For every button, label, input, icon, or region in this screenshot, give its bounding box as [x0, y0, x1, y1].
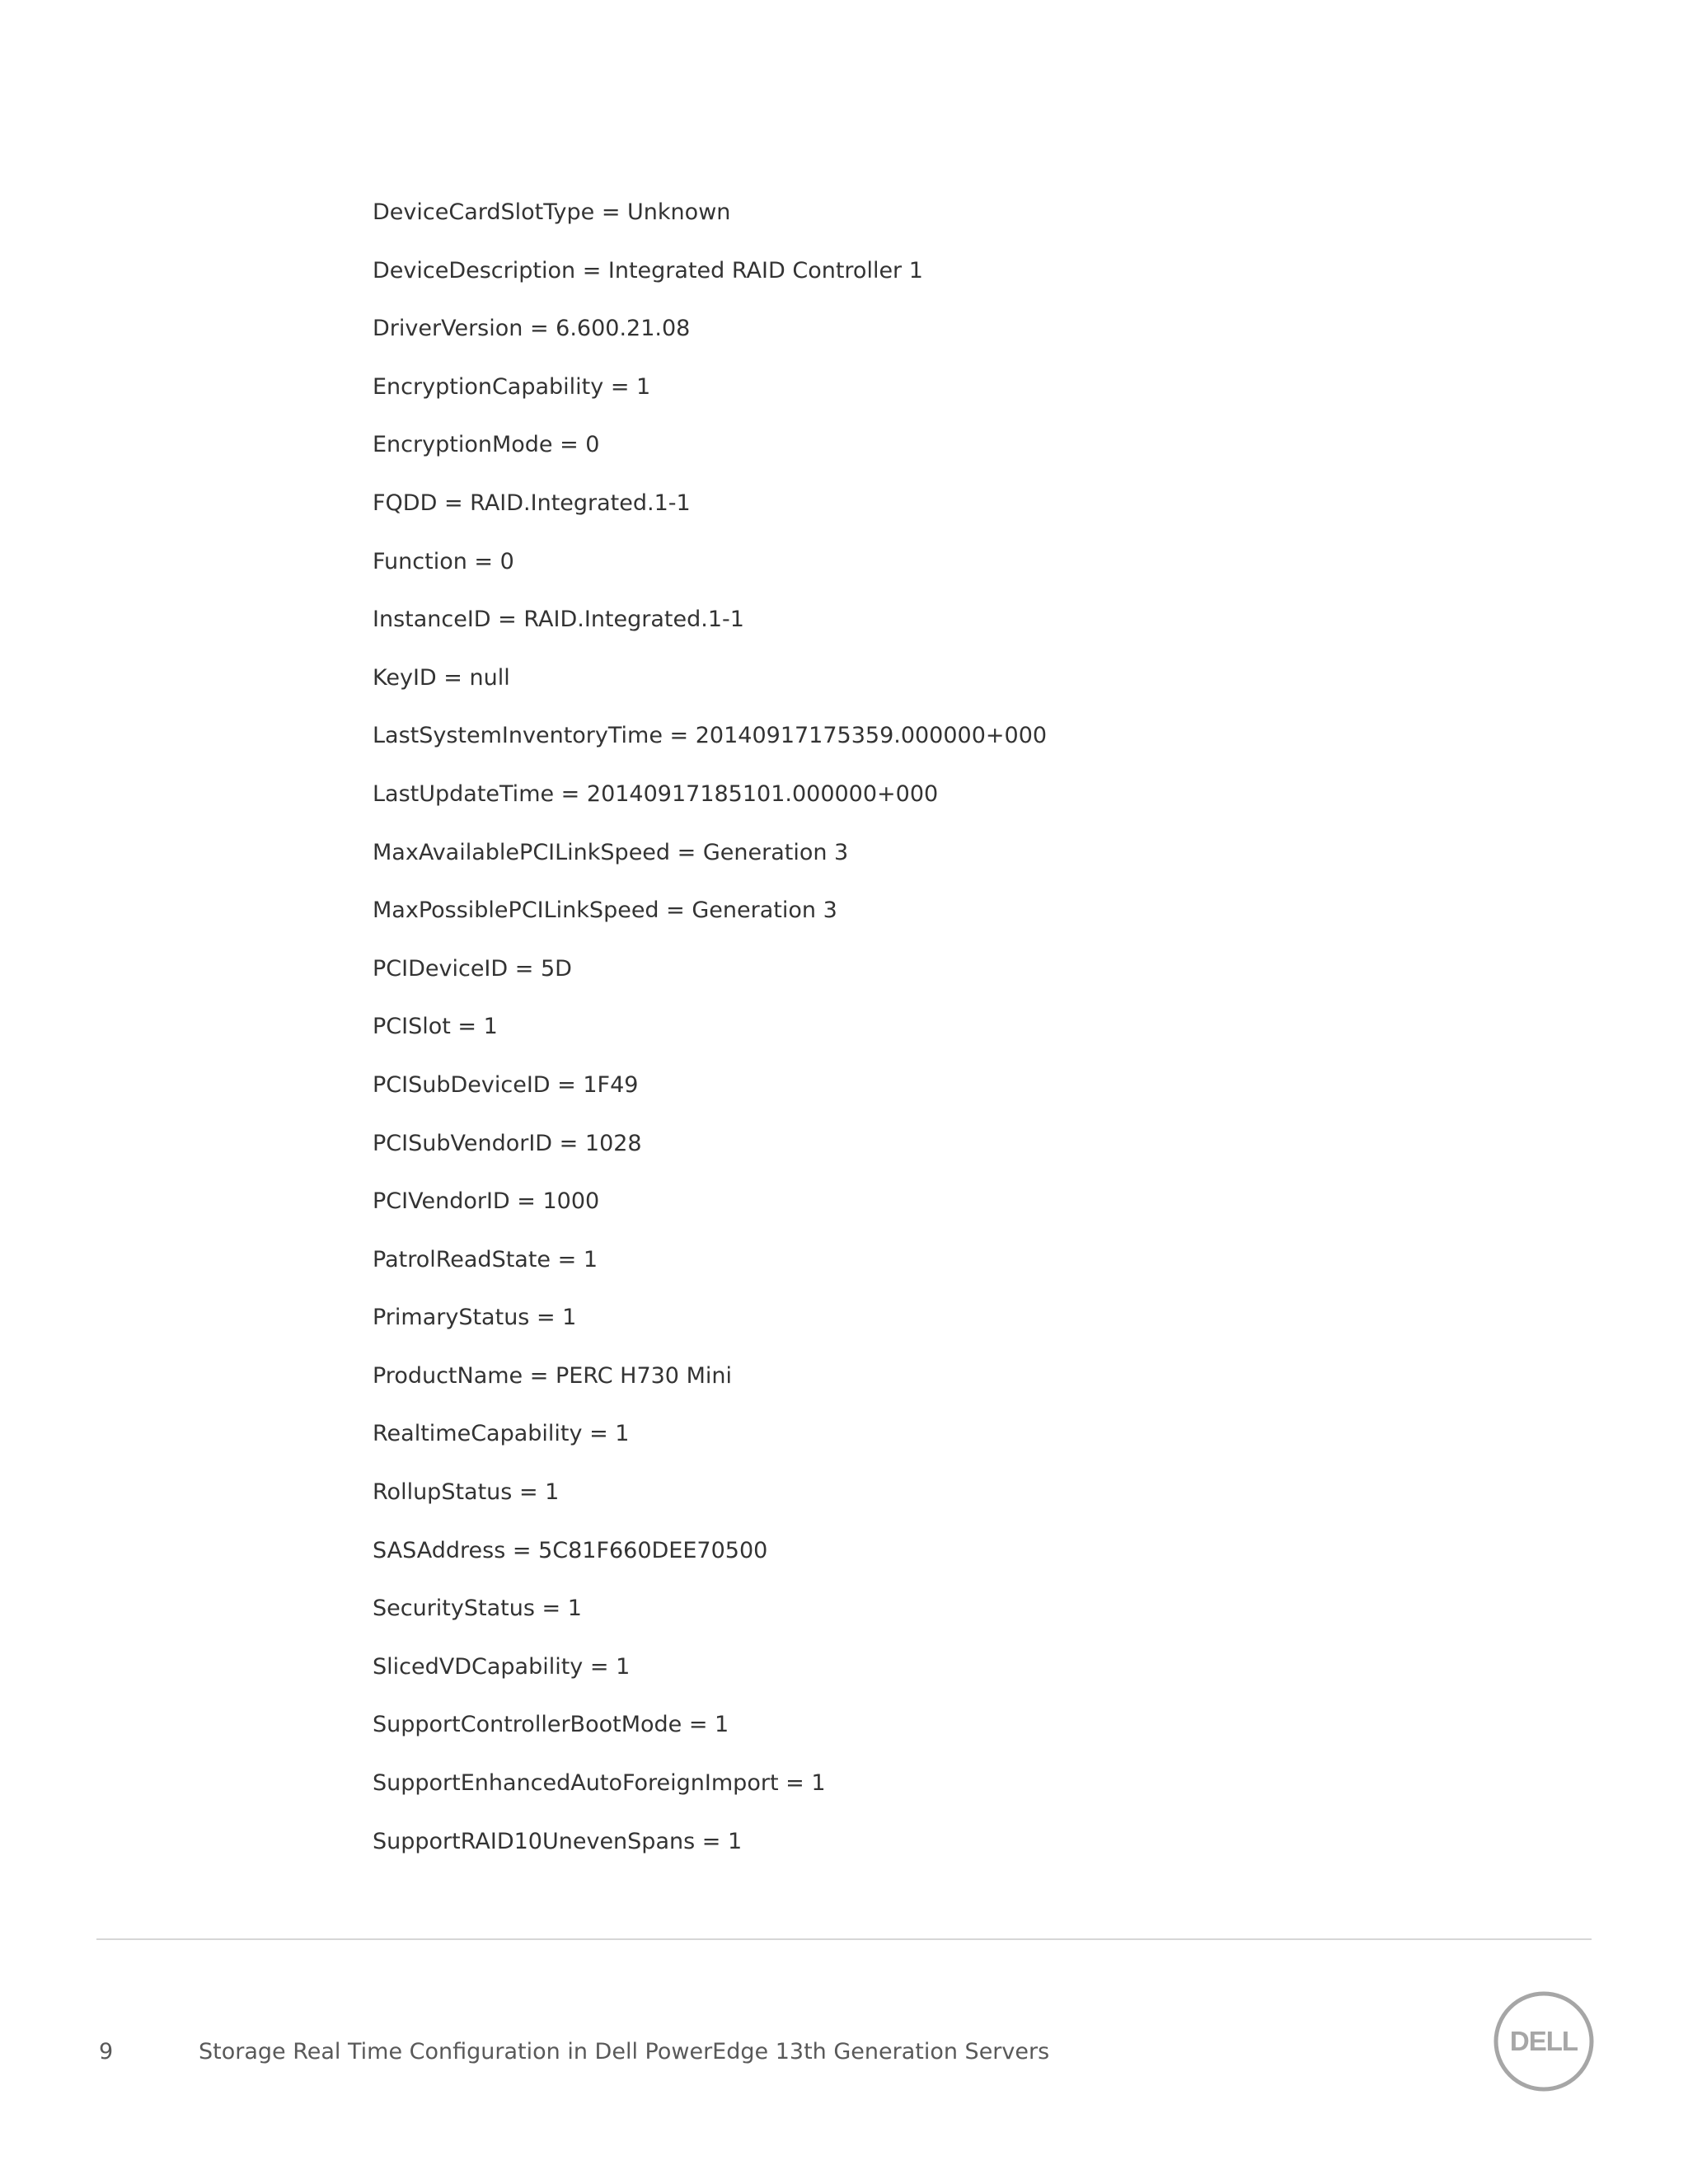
property-support-enhanced-auto-foreign-import: SupportEnhancedAutoForeignImport = 1 [373, 1770, 826, 1797]
footer-divider [96, 1938, 1592, 1940]
property-support-controller-boot-mode: SupportControllerBootMode = 1 [373, 1712, 729, 1738]
property-instance-id: InstanceID = RAID.Integrated.1-1 [373, 607, 744, 633]
property-security-status: SecurityStatus = 1 [373, 1596, 582, 1622]
property-pci-sub-device-id: PCISubDeviceID = 1F49 [373, 1071, 639, 1098]
property-device-card-slot-type: DeviceCardSlotType = Unknown [373, 199, 731, 225]
property-function: Function = 0 [373, 548, 514, 574]
property-pci-device-id: PCIDeviceID = 5D [373, 955, 572, 982]
property-encryption-mode: EncryptionMode = 0 [373, 432, 600, 458]
property-pci-slot: PCISlot = 1 [373, 1014, 498, 1040]
property-device-description: DeviceDescription = Integrated RAID Controller 1 [373, 257, 923, 284]
property-max-possible-pci-link-speed: MaxPossiblePCILinkSpeed = Generation 3 [373, 898, 837, 924]
property-realtime-capability: RealtimeCapability = 1 [373, 1421, 630, 1447]
page-number: 9 [99, 2039, 114, 2064]
property-primary-status: PrimaryStatus = 1 [373, 1305, 577, 1331]
property-list [373, 196, 1526, 1883]
property-pci-vendor-id: PCIVendorID = 1000 [373, 1188, 600, 1215]
property-max-available-pci-link-speed: MaxAvailablePCILinkSpeed = Generation 3 [373, 839, 849, 865]
property-patrol-read-state: PatrolReadState = 1 [373, 1246, 598, 1272]
dell-logo-icon [1493, 1990, 1595, 2093]
property-product-name: ProductName = PERC H730 Mini [373, 1362, 732, 1389]
property-key-id: KeyID = null [373, 664, 510, 691]
property-pci-sub-vendor-id: PCISubVendorID = 1028 [373, 1130, 642, 1156]
property-rollup-status: RollupStatus = 1 [373, 1479, 560, 1506]
property-support-raid10-uneven-spans: SupportRAID10UnevenSpans = 1 [373, 1828, 743, 1854]
property-last-update-time: LastUpdateTime = 20140917185101.000000+000 [373, 780, 939, 807]
property-fqdd: FQDD = RAID.Integrated.1-1 [373, 490, 691, 516]
property-driver-version: DriverVersion = 6.600.21.08 [373, 316, 691, 342]
property-last-system-inventory-time: LastSystemInventoryTime = 20140917175359.000000+000 [373, 723, 1048, 749]
footer-document-title: Storage Real Time Configuration in Dell PowerEdge 13th Generation Servers [199, 2039, 1050, 2064]
property-encryption-capability: EncryptionCapability = 1 [373, 373, 651, 400]
svg-text:DELL: DELL [1509, 2026, 1578, 2056]
property-sliced-vd-capability: SlicedVDCapability = 1 [373, 1653, 631, 1680]
property-sas-address: SASAddress = 5C81F660DEE70500 [373, 1537, 768, 1563]
